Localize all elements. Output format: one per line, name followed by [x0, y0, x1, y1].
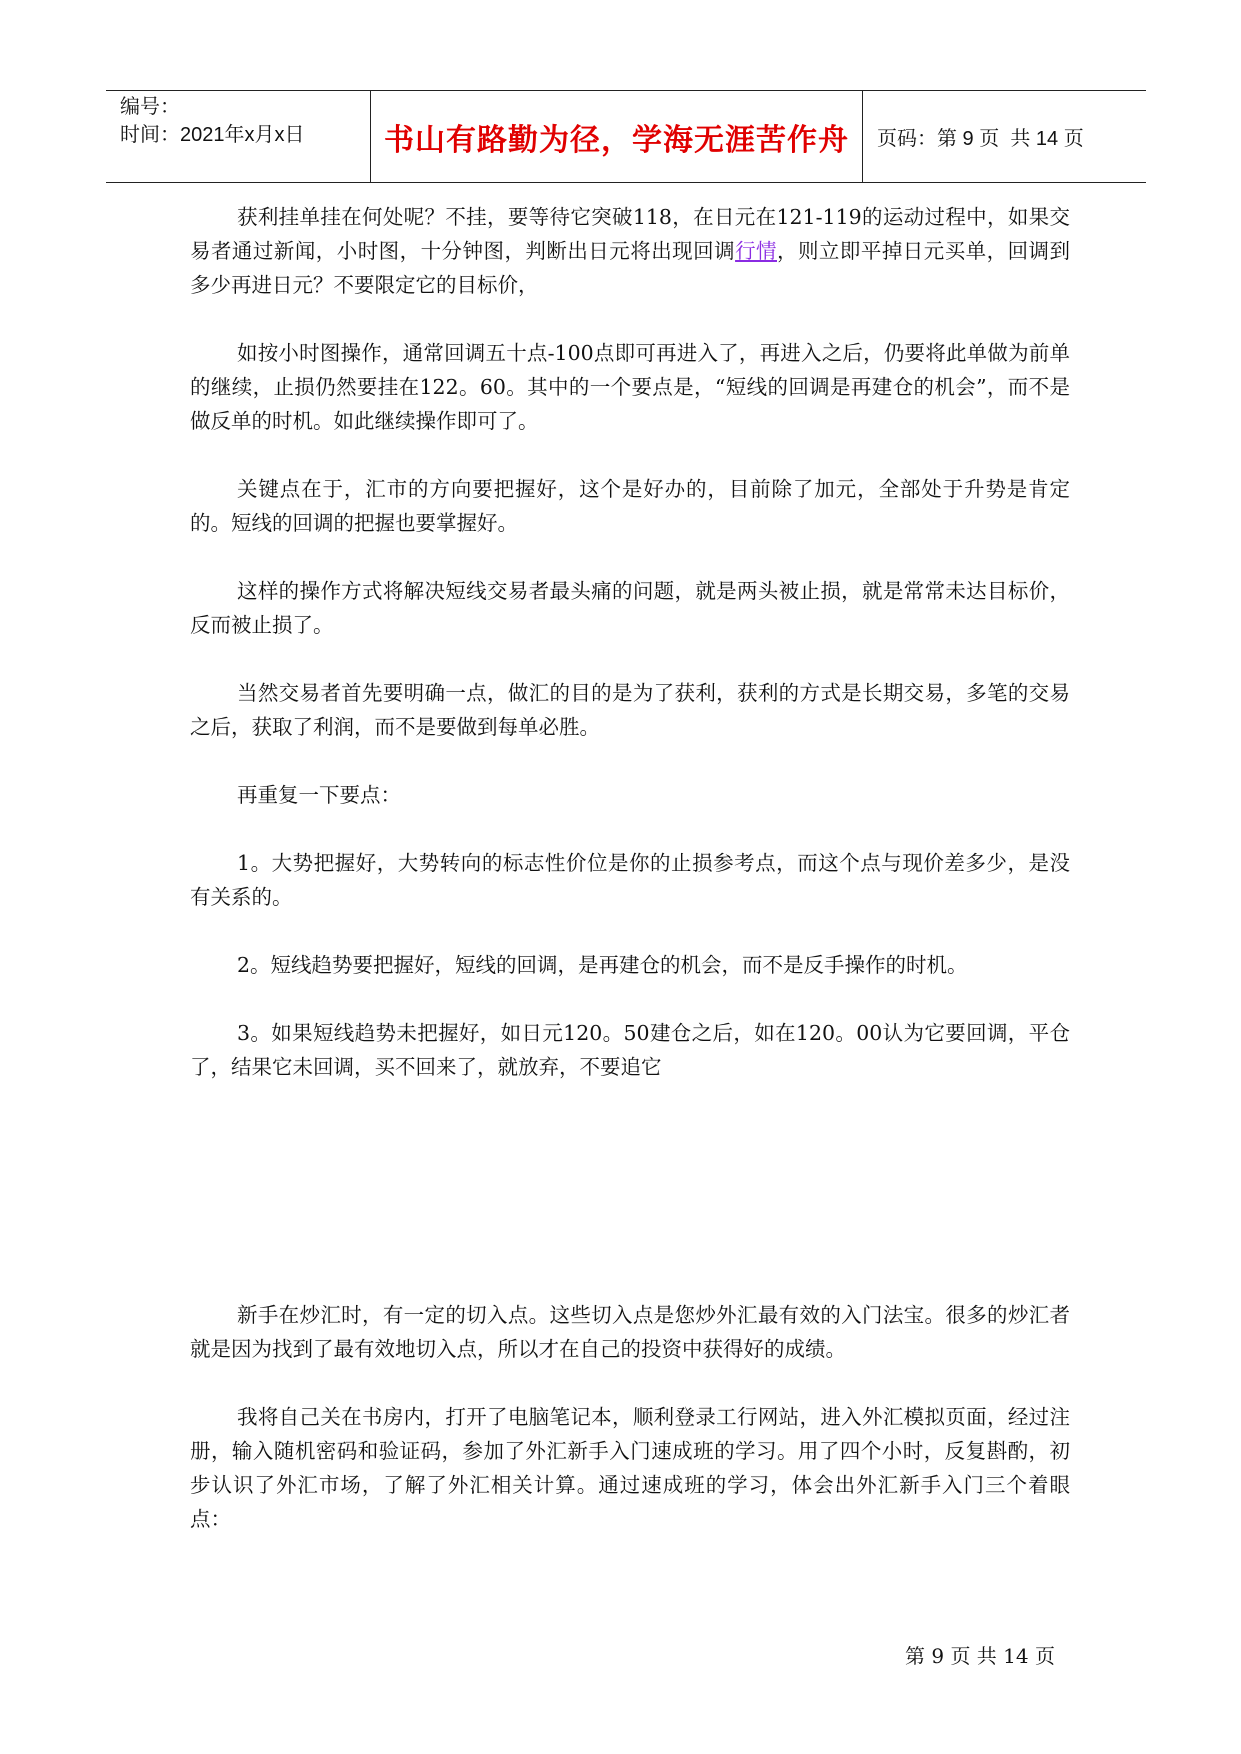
header-motto: 书山有路勤为径，学海无涯苦作舟 [384, 122, 849, 158]
header-page-cell [863, 91, 1146, 182]
paragraph-5: 当然交易者首先要明确一点，做汇的目的是为了获利，获利的方式是长期交易，多笔的交易之后，获取了利润，而不是要做到每单必胜。 [190, 681, 1070, 739]
paragraph-10: 新手在炒汇时，有一定的切入点。这些切入点是您炒外汇最有效的入门法宝。很多的炒汇者就是因为找到了最有效地切入点，所以才在自己的投资中获得好的成绩。 [190, 1303, 1070, 1361]
paragraph-11: 我将自己关在书房内，打开了电脑笔记本，顺利登录工行网站，进入外汇模拟页面，经过注册，输入随机密码和验证码，参加了外汇新手入门速成班的学习。用了四个小时，反复斟酌，初步认识了外汇市场，了解了外汇相关计算。通过速成班的学习，体会出外汇新手入门三个着眼点： [190, 1405, 1070, 1531]
paragraph-2: 如按小时图操作，通常回调五十点-100点即可再进入了，再进入之后，仍要将此单做为前单的继续，止损仍然要挂在122。60。其中的一个要点是，“短线的回调是再建仓的机会”，而不是做反单的时机。如此继续操作即可了。 [190, 341, 1070, 433]
paragraph-9: 3。如果短线趋势未把握好，如日元120。50建仓之后，如在120。00认为它要回调，平仓了，结果它未回调，买不回来了，就放弃，不要追它 [190, 1021, 1070, 1079]
paragraph-1-text-b: ，则立即平掉日元买单，回调到多少再进日元？不要限定它的目标价， [190, 239, 1071, 297]
document-body [190, 200, 1070, 1570]
market-link[interactable]: 行情 [735, 239, 777, 263]
paragraph-8: 2。短线趋势要把握好，短线的回调，是再建仓的机会，而不是反手操作的时机。 [237, 953, 968, 977]
document-header [106, 90, 1146, 183]
paragraph-1 [190, 200, 1070, 302]
header-page-label: 页码：第 9 页 共 14 页 [877, 128, 1084, 150]
paragraph-1-text-a: 获利挂单挂在何处呢？不挂，要等待它突破118，在日元在121-119的运动过程中，如果交易者通过新闻，小时图，十分钟图，判断出日元将出现回调 [190, 205, 1070, 263]
header-motto-cell [371, 91, 863, 182]
blank-space [190, 1118, 1070, 1298]
paragraph-7: 1。大势把握好，大势转向的标志性价位是你的止损参考点，而这个点与现价差多少，是没有关系的。 [190, 851, 1070, 909]
paragraph-4: 这样的操作方式将解决短线交易者最头痛的问题，就是两头被止损，就是常常未达目标价，反而被止损了。 [190, 579, 1070, 637]
paragraph-3: 关键点在于，汇市的方向要把握好，这个是好办的，目前除了加元，全部处于升势是肯定的。短线的回调的把握也要掌握好。 [190, 477, 1070, 535]
header-meta-cell [106, 91, 371, 182]
paragraph-6: 再重复一下要点： [237, 783, 401, 807]
header-time-label: 时间：2021年x月x日 [120, 124, 305, 146]
header-number-label: 编号： [120, 96, 180, 118]
page-footer: 第 9 页 共 14 页 [905, 1644, 1055, 1668]
